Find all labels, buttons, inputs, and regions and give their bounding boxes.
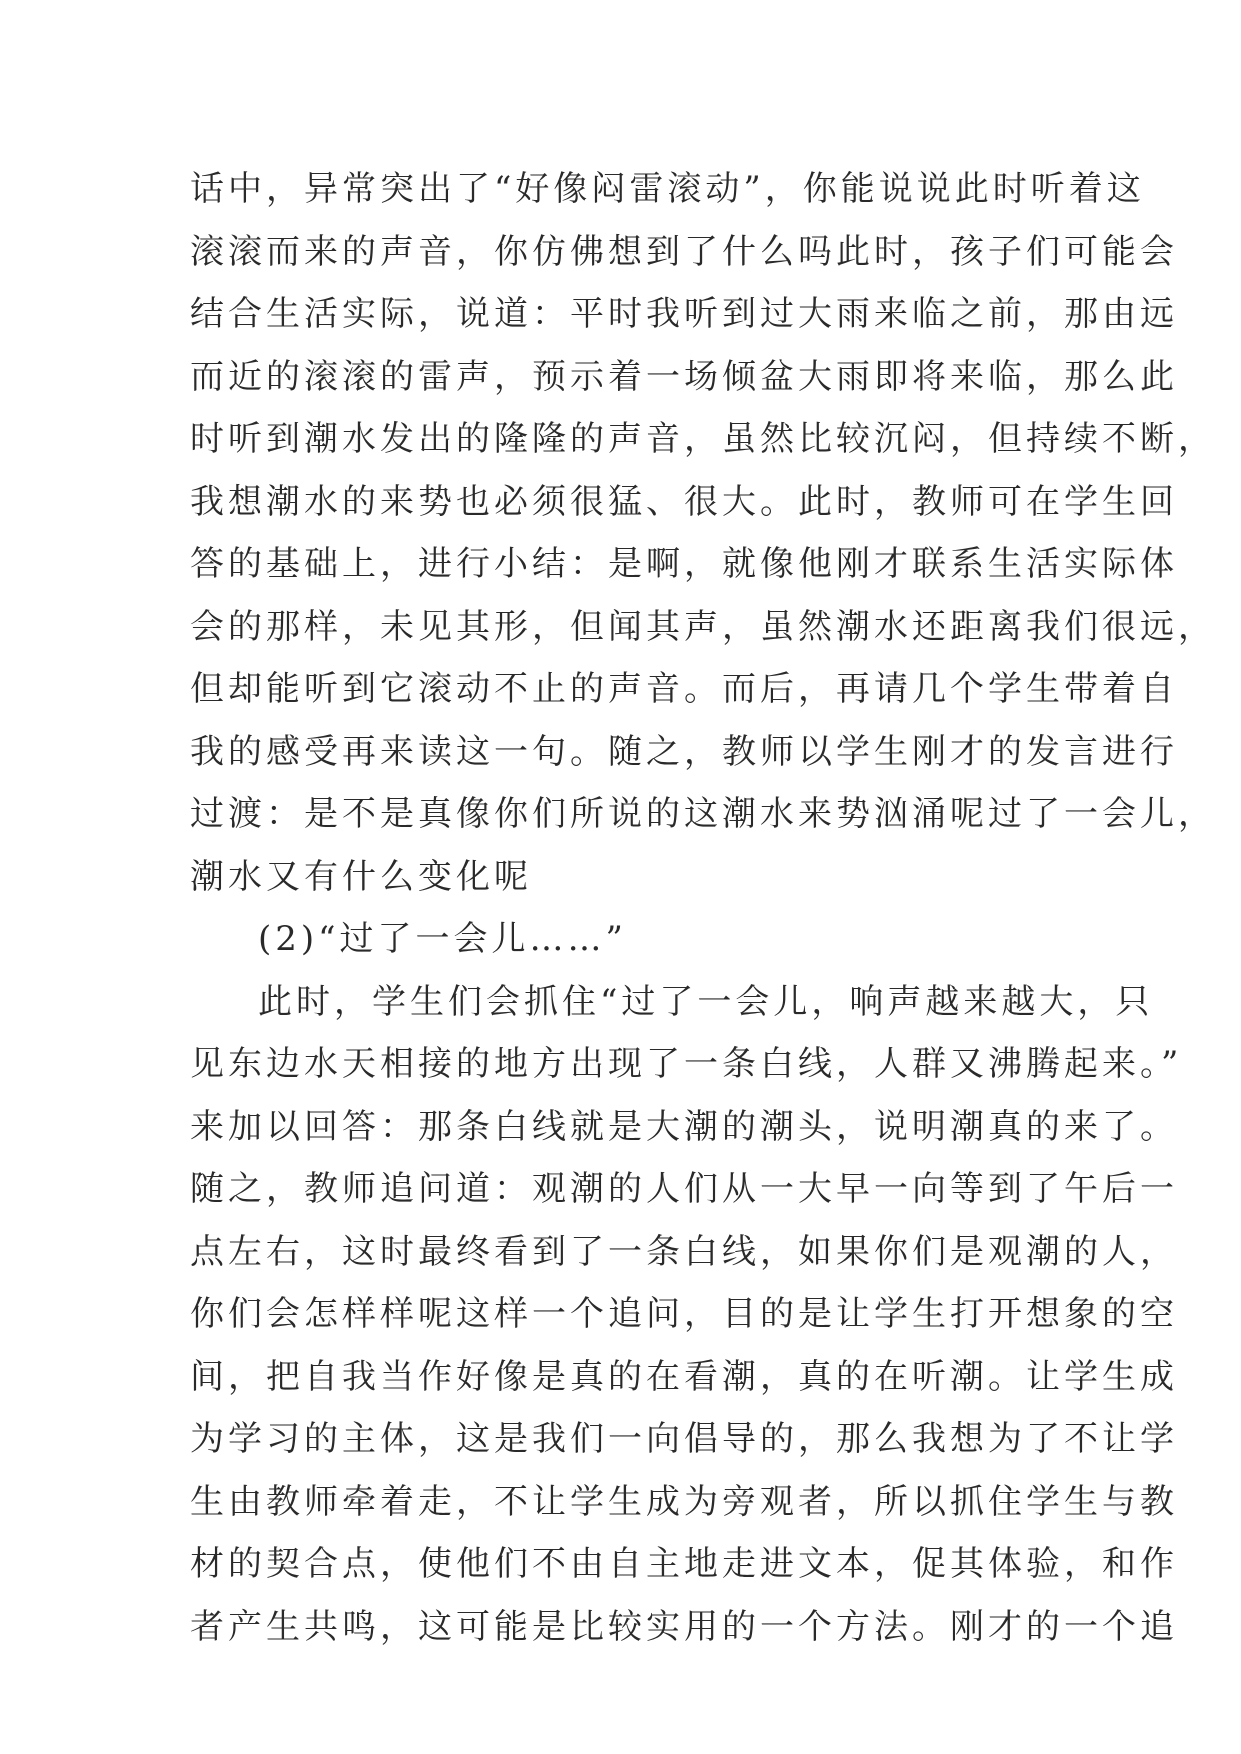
text-line: 过渡：是不是真像你们所说的这潮水来势汹涌呢过了一会儿， [190,794,1216,834]
text-line: 此时，学生们会抓住“过了一会儿，响声越来越大，只 [258,981,1154,1022]
text-line: 我想潮水的来势也必须很猛、很大。此时，教师可在学生回 [190,481,1178,522]
text-line: 材的契合点，使他们不由自主地走进文本，促其体验，和作 [190,1544,1178,1584]
document-body [190,158,1216,1658]
text-line: 间，把自我当作好像是真的在看潮，真的在听潮。让学生成 [190,1356,1178,1397]
text-line: 生由教师牵着走，不让学生成为旁观者，所以抓住学生与教 [190,1481,1178,1522]
text-line: 随之，教师追问道：观潮的人们从一大早一向等到了午后一 [190,1169,1178,1209]
text-line: 但却能听到它滚动不止的声音。而后，再请几个学生带着自 [190,669,1178,709]
text-line: 者产生共鸣，这可能是比较实用的一个方法。刚才的一个追 [190,1606,1178,1647]
text-line: 为学习的主体，这是我们一向倡导的，那么我想为了不让学 [190,1419,1178,1459]
text-line: 答的基础上，进行小结：是啊，就像他刚才联系生活实际体 [190,544,1178,584]
text-line: 而近的滚滚的雷声，预示着一场倾盆大雨即将来临，那么此 [190,356,1178,397]
text-line: 会的那样，未见其形，但闻其声，虽然潮水还距离我们很远， [190,606,1216,647]
text-line: 你们会怎样样呢这样一个追问，目的是让学生打开想象的空 [190,1294,1178,1334]
text-line: 我的感受再来读这一句。随之，教师以学生刚才的发言进行 [190,731,1178,772]
text-line: 点左右，这时最终看到了一条白线，如果你们是观潮的人， [190,1231,1178,1272]
text-line: 话中，异常突出了“好像闷雷滚动”，你能说说此时听着这 [190,169,1145,209]
section-heading: (2)“过了一会儿……” [258,919,627,959]
text-line: 时听到潮水发出的隆隆的声音，虽然比较沉闷，但持续不断， [190,419,1216,459]
text-line: 来加以回答：那条白线就是大潮的潮头，说明潮真的来了。 [190,1106,1178,1147]
text-line: 见东边水天相接的地方出现了一条白线，人群又沸腾起来。” [190,1044,1183,1084]
text-line: 潮水又有什么变化呢 [190,856,532,897]
text-line: 滚滚而来的声音，你仿佛想到了什么吗此时，孩子们可能会 [190,231,1178,272]
text-line: 结合生活实际，说道：平时我听到过大雨来临之前，那由远 [190,294,1178,334]
